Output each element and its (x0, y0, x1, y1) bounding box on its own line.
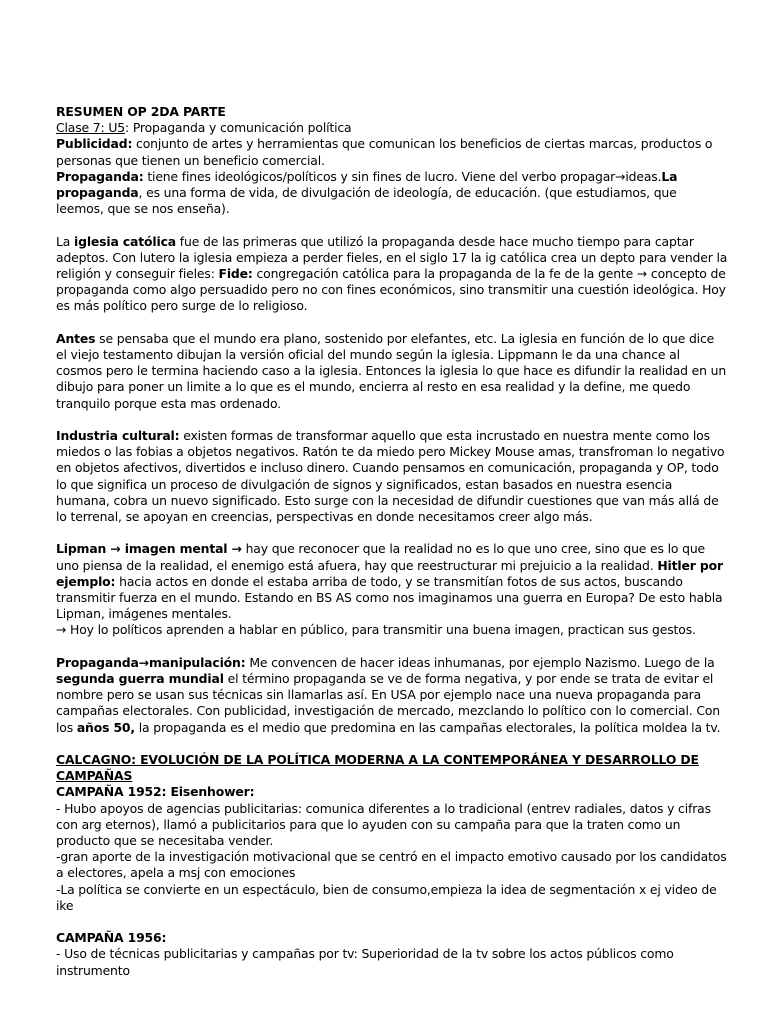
antes-paragraph: Antes se pensaba que el mundo era plano, sostenido por elefantes, etc. La iglesia en función de lo que dice el viejo testamento dibujan la versión oficial del mundo según la iglesia. Lippmann le da una chance al cosmos pero le termina haciendo caso a la iglesia. Entonces la iglesia lo que hace es difundir la realidad en un dibujo para poner un limite a lo que es el mundo, encierra al resto en esa realidad y la define, me quedo tranquilo porque esta mas ordenado. (56, 330, 727, 411)
campaign-1952-item: -La política se convierte en un espectáculo, bien de consumo,empieza la idea de segmentación x ej video de ike (56, 881, 717, 913)
campaign-1952-item: -gran aporte de la investigación motivacional que se centró en el impacto emotivo causado por los candidatos a electores, apela a msj con emociones (56, 849, 727, 881)
iglesia-paragraph: La iglesia católica fue de las primeras que utilizó la propaganda desde hace mucho tiempo para captar adeptos. Con lutero la iglesia empieza a perder fieles, en el siglo 17 la ig católica crea un depto para vender la religión y conseguir fieles: Fide: congregación católica para la propaganda de la fe de la gente → concepto de propaganda como algo persuadido pero no con fines económicos, sino transmitir una cuestión ideológica. Hoy es más político pero surge de lo religioso. (56, 233, 728, 314)
document-page (56, 104, 728, 979)
campaign-1956-item: - Uso de técnicas publicitarias y campañas por tv: Superioridad de la tv sobre los actos públicos como instrumento (56, 946, 674, 978)
campaign-1952-heading: CAMPAÑA 1952: Eisenhower: (56, 784, 255, 800)
publicidad-paragraph: Publicidad: conjunto de artes y herramientas que comunican los beneficios de ciertas marcas, productos o personas que tienen un beneficio comercial. (56, 136, 713, 168)
campaign-1956-heading: CAMPAÑA 1956: (56, 930, 167, 946)
document-title: RESUMEN OP 2DA PARTE (56, 104, 226, 119)
industria-paragraph: Industria cultural: existen formas de transformar aquello que esta incrustado en nuestra mente como los miedos o las fobias a objetos negativos. Ratón te da miedo pero Mickey Mouse amas, transfroman lo negativo en objetos afectivos, divertidos e incluso dinero. Cuando pensamos en comunicación, propaganda y OP, todo lo que significa un proceso de divulgación de signos y significados, estan basados en nuestra esencia humana, cobra un nuevo significado. Esto surge con la necesidad de difundir cuestiones que van más allá de lo terrenal, se apoyan en creencias, perspectivas en donde necesitamos creer algo más. (56, 428, 725, 525)
propaganda-paragraph: Propaganda: tiene fines ideológicos/políticos y sin fines de lucro. Viene del verbo propagar→ideas.La propaganda, es una forma de vida, de divulgación de ideología, de educación. (que estudiamos, que leemos, que se nos enseña). (56, 168, 678, 217)
manipulacion-paragraph: Propaganda→manipulación: Me convencen de hacer ideas inhumanas, por ejemplo Nazismo. Luego de la segunda guerra mundial el término propaganda se ve de forma negativa, y por ende se trata de evitar el nombre pero se usan sus técnicas sin llamarlas así. En USA por ejemplo nace una nueva propaganda para campañas electorales. Con publicidad, investigación de mercado, mezclando lo político con lo comercial. Con los años 50, la propaganda es el medio que predomina en las campañas electorales, la política moldea la tv. (56, 654, 721, 735)
lipman-followup: → Hoy lo políticos aprenden a hablar en público, para transmitir una buena imagen, practican sus gestos. (56, 622, 696, 638)
campaign-1952-item: - Hubo apoyos de agencias publicitarias: comunica diferentes a lo tradicional (entrev radiales, datos y cifras con arg eternos), llamó a publicitarios para que lo ayuden con su campaña para que la traten como un producto que se necesitaba vender. (56, 800, 711, 849)
lipman-paragraph: Lipman → imagen mental → hay que reconocer que la realidad no es lo que uno cree, sino que es lo que uno piensa de la realidad, el enemigo está afuera, hay que reestructurar mi prejuicio a la realidad. Hitler por ejemplo: hacia actos en donde el estaba arriba de todo, y se transmitían fotos de sus actos, buscando transmitir fuerza en el mundo. Estando en BS AS como nos imaginamos una guerra en Europa? De esto habla Lipman, imágenes mentales. (56, 541, 723, 622)
class-line: Clase 7: U5: Propaganda y comunicación política (56, 120, 352, 136)
class-label: Clase 7: U5 (56, 120, 126, 136)
calcagno-heading: CALCAGNO: EVOLUCIÓN DE LA POLÍTICA MODERNA A LA CONTEMPORÁNEA Y DESARROLLO DE CAMPAÑAS (56, 752, 699, 784)
